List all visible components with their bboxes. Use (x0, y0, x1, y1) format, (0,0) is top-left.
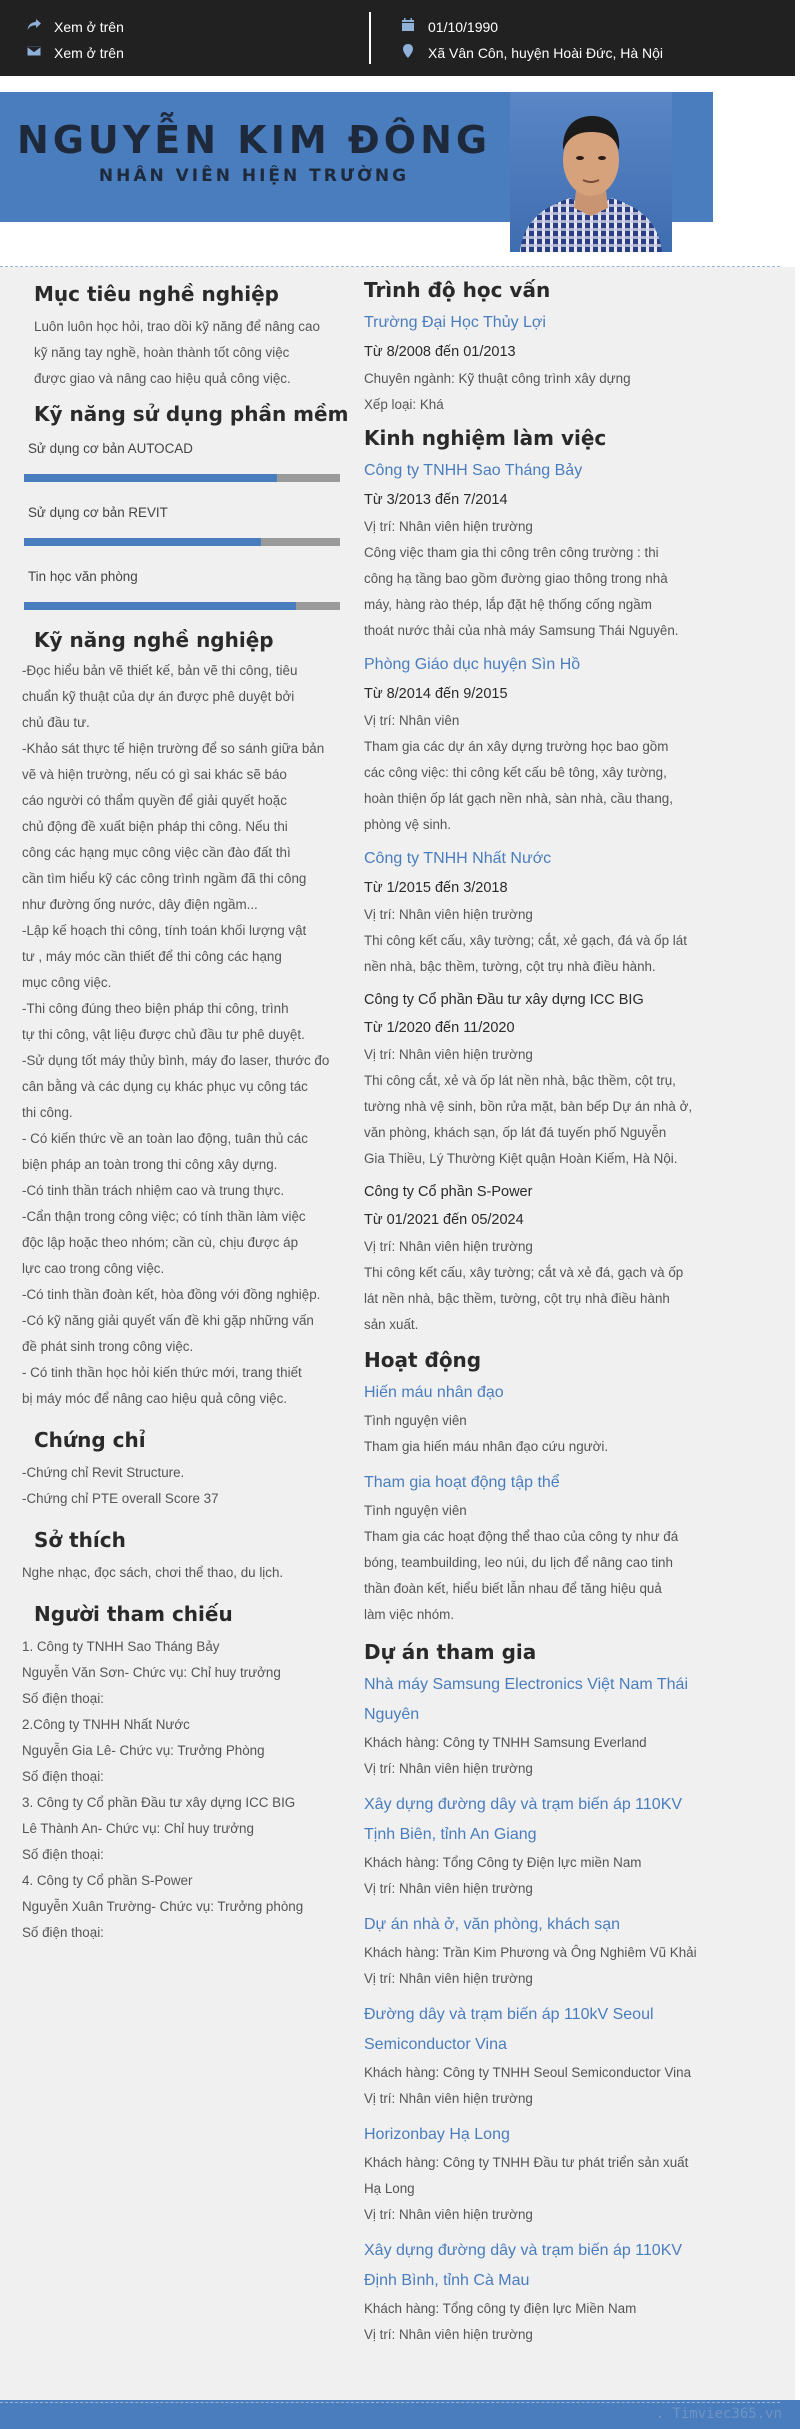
right-column (364, 276, 710, 2348)
project-item (364, 2000, 710, 2112)
objective-text: Luôn luôn học hỏi, trao dồi kỹ năng để nâng cao kỹ năng tay nghề, hoàn thành tốt công việc được giao và nâng cao hiệu quả công việc. (34, 319, 320, 386)
references-text: 1. Công ty TNHH Sao Tháng Bảy Nguyễn Văn Sơn- Chức vụ: Chỉ huy trưởng Số điện thoại: 2.Công ty TNHH Nhất Nước Nguyễn Gia Lê- Chức vụ: Trưởng Phòng Số điện thoại: 3. Công ty Cổ phần Đầu tư xây dựng ICC BIG Lê Thành An- Chức vụ: Chỉ huy trưởng Số điện thoại: 4. Công ty Cổ phần S-Power Nguyễn Xuân Trường- Chức vụ: Trưởng phòng Số điện thoại: (22, 1639, 304, 1940)
software-skill-label: Sử dụng cơ bản REVIT (28, 505, 168, 520)
software-skill-item (22, 500, 352, 546)
project-item (364, 1670, 710, 1782)
experience-company[interactable]: Công ty TNHH Nhất Nước (364, 850, 552, 867)
header-accent-strip (0, 231, 476, 253)
experience-item (364, 844, 710, 980)
birthday-text: 01/10/1990 (428, 18, 499, 35)
education-school[interactable]: Trường Đại Học Thủy Lợi (364, 314, 546, 331)
software-skill-item (22, 436, 352, 482)
experience-item (364, 1178, 710, 1338)
experience-description: Thi công kết cấu, xây tường; cắt, xẻ gạch, đá và ốp lát nền nhà, bậc thềm, tường, cột trụ nhà điều hành. (364, 933, 687, 974)
contact-facebook (26, 17, 124, 36)
project-name[interactable]: Horizonbay Hạ Long (364, 2126, 510, 2143)
project-client: Khách hàng: Công ty TNHH Seoul Semiconductor Vina (364, 2065, 692, 2080)
activity-name[interactable]: Tham gia hoạt động tập thể (364, 1474, 560, 1491)
software-skill-label: Sử dụng cơ bản AUTOCAD (28, 441, 193, 456)
address-text: Xã Vân Côn, huyện Hoài Đức, Hà Nội (428, 44, 664, 61)
skill-level-fill (24, 538, 261, 546)
project-position: Vị trí: Nhân viên hiện trường (364, 2091, 533, 2106)
project-position: Vị trí: Nhân viên hiện trường (364, 1761, 533, 1776)
certificates-text: -Chứng chỉ Revit Structure. -Chứng chỉ PTE overall Score 37 (22, 1465, 219, 1506)
education-details: Chuyên ngành: Kỹ thuật công trình xây dựng Xếp loại: Khá (364, 371, 631, 412)
hobbies-heading: Sở thích (34, 1528, 126, 1552)
experience-position: Vị trí: Nhân viên hiện trường (364, 907, 533, 922)
experience-company[interactable]: Công ty TNHH Sao Tháng Bảy (364, 462, 583, 479)
software-skill-label: Tin học văn phòng (28, 569, 138, 584)
experience-position: Vị trí: Nhân viên hiện trường (364, 1239, 533, 1254)
left-column (22, 280, 352, 1946)
experience-description: Công việc tham gia thi công trên công trường : thi công hạ tầng bao gồm đường giao thông trong nhà máy, hàng rào thép, lắp đặt hệ thống cống ngầm thoát nước thải của nhà máy Samsung Thái Nguyên. (364, 545, 679, 638)
project-position: Vị trí: Nhân viên hiện trường (364, 1971, 533, 1986)
project-position: Vị trí: Nhân viên hiện trường (364, 1881, 533, 1896)
contact-address (400, 43, 663, 62)
objective-heading: Mục tiêu nghề nghiệp (34, 282, 279, 306)
activity-role: Tình nguyện viên (364, 1503, 467, 1518)
experience-description: Tham gia các dự án xây dựng trường học bao gồm các công việc: thi công kết cấu bê tông, xây tường, hoàn thiện ốp lát gạch nền nhà, sàn nhà, cầu thang, phòng vệ sinh. (364, 739, 673, 832)
experience-list (364, 456, 710, 1338)
hobbies-text: Nghe nhạc, đọc sách, chơi thể thao, du lịch. (22, 1565, 284, 1580)
software-heading: Kỹ năng sử dụng phần mềm (34, 402, 349, 426)
experience-period: Từ 3/2013 đến 7/2014 (364, 492, 508, 508)
share-icon (26, 17, 42, 36)
activity-item (364, 1468, 710, 1628)
experience-heading: Kinh nghiệm làm việc (364, 426, 607, 450)
activity-name[interactable]: Hiến máu nhân đạo (364, 1384, 504, 1401)
project-item (364, 2120, 710, 2228)
skill-level-bar (24, 474, 340, 482)
project-item (364, 1790, 710, 1902)
watermark-text: . Timviec365.vn (655, 2406, 782, 2422)
profile-photo (510, 92, 672, 252)
skills-heading: Kỹ năng nghề nghiệp (34, 628, 274, 652)
skill-level-bar (24, 602, 340, 610)
experience-description: Thi công cắt, xẻ và ốp lát nền nhà, bậc thềm, cột trụ, tường nhà vệ sinh, bồn rửa mặt, bàn bếp Dự án nhà ở, văn phòng, khách sạn, ốp lát đá tuyến phố Nguyễn Gia Thiều, Lý Thường Kiệt quận Hoàn Kiếm, Hà Nội. (364, 1073, 693, 1166)
experience-period: Từ 1/2015 đến 3/2018 (364, 880, 508, 896)
activity-description: Tham gia hiến máu nhân đạo cứu người. (364, 1439, 609, 1454)
calendar-icon (400, 17, 416, 36)
skills-text: -Đọc hiểu bản vẽ thiết kế, bản vẽ thi công, tiêu chuẩn kỹ thuật của dự án được phê duyệt bởi chủ đầu tư. -Khảo sát thực tế hiện trường để so sánh giữa bản vẽ và hiện trường, nếu có gì sai khác sẽ báo cáo người có thẩm quyền để giải quyết hoặc chủ động đề xuất biện pháp thi công. Nếu thi công các hạng mục công việc cần đào đất thì cần tìm hiểu kỹ các công trình ngầm đã thi công như đường ống nước, dây điện ngầm... -Lập kế hoạch thi công, tính toán khối lượng vật tư , máy móc cần thiết để thi công các hạng mục công việc. -Thi công đúng theo biện pháp thi công, trình tự thi công, vật liệu được chủ đầu tư phê duyệt. -Sử dụng tốt máy thủy bình, máy đo laser, thước đo cân bằng và các dụng cụ khác phục vụ công tác thi công. - Có kiến thức về an toàn lao động, tuân thủ các biện pháp an toàn trong thi công xây dựng. -Có tinh thần trách nhiệm cao và trung thực. -Cẩn thận trong công việc; có tính thần làm việc độc lập hoặc theo nhóm; cần cù, chịu được áp lực cao trong công việc. -Có tinh thần đoàn kết, hòa đồng với đồng nghiệp. -Có kỹ năng giải quyết vấn đề khi gặp những vấn đề phát sinh trong công việc. - Có tinh thần học hỏi kiến thức mới, trang thiết bị máy móc để nâng cao hiệu quả công việc. (22, 663, 330, 1406)
experience-description: Thi công kết cấu, xây tường; cắt và xẻ đá, gạch và ốp lát nền nhà, bậc thềm, tường, cột trụ nhà điều hành sản xuất. (364, 1265, 684, 1332)
project-client: Khách hàng: Công ty TNHH Samsung Everland (364, 1735, 647, 1750)
education-period: Từ 8/2008 đến 01/2013 (364, 344, 516, 360)
skill-level-fill (24, 602, 296, 610)
certificates-heading: Chứng chỉ (34, 1428, 146, 1452)
candidate-name: NGUYỄN KIM ĐÔNG (16, 118, 492, 162)
experience-company: Công ty Cổ phần S-Power (364, 1184, 533, 1200)
project-client: Khách hàng: Công ty TNHH Đầu tư phát triển sản xuất Hạ Long (364, 2155, 689, 2196)
facebook-label: Xem ở trên (54, 18, 124, 35)
experience-company: Công ty Cổ phần Đầu tư xây dựng ICC BIG (364, 992, 644, 1008)
envelope-icon (26, 43, 42, 62)
experience-company[interactable]: Phòng Giáo dục huyện Sìn Hồ (364, 656, 581, 673)
project-position: Vị trí: Nhân viên hiện trường (364, 2327, 533, 2342)
experience-position: Vị trí: Nhân viên (364, 713, 460, 728)
experience-position: Vị trí: Nhân viên hiện trường (364, 519, 533, 534)
email-label: Xem ở trên (54, 44, 124, 61)
project-position: Vị trí: Nhân viên hiện trường (364, 2207, 533, 2222)
candidate-title: NHÂN VIÊN HIỆN TRƯỜNG (98, 166, 410, 186)
contact-birthday (400, 17, 498, 36)
experience-item (364, 650, 710, 838)
project-client: Khách hàng: Tổng công ty điện lực Miền Nam (364, 2301, 637, 2316)
experience-item (364, 456, 710, 644)
education-heading: Trình độ học vấn (364, 278, 551, 302)
project-name[interactable]: Xây dựng đường dây và trạm biến áp 110KV Định Bình, tỉnh Cà Mau (364, 2242, 683, 2289)
project-name[interactable]: Dự án nhà ở, văn phòng, khách sạn (364, 1916, 621, 1933)
projects-heading: Dự án tham gia (364, 1640, 537, 1664)
project-item (364, 1910, 710, 1992)
software-skill-item (22, 564, 352, 610)
skill-level-bar (24, 538, 340, 546)
project-client: Khách hàng: Trần Kim Phương và Ông Nghiêm Vũ Khải (364, 1945, 697, 1960)
contact-divider (369, 12, 371, 64)
experience-item (364, 986, 710, 1172)
projects-list (364, 1670, 710, 2348)
project-name[interactable]: Xây dựng đường dây và trạm biến áp 110KV Tịnh Biên, tỉnh An Giang (364, 1796, 683, 1843)
contact-email (26, 43, 124, 62)
software-skill-list (22, 436, 352, 610)
project-item (364, 2236, 710, 2348)
contact-bar (0, 0, 795, 76)
activity-description: Tham gia các hoạt động thể thao của công ty như đá bóng, teambuilding, leo núi, du lịch để nâng cao tinh thần đoàn kết, hiểu biết lẫn nhau để tăng hiệu quả làm việc nhóm. (364, 1529, 679, 1622)
skill-level-fill (24, 474, 277, 482)
footer-divider (0, 2402, 780, 2403)
references-heading: Người tham chiếu (34, 1602, 233, 1626)
activity-item (364, 1378, 710, 1460)
project-name[interactable]: Nhà máy Samsung Electronics Việt Nam Thái Nguyên (364, 1676, 688, 1723)
activities-list (364, 1378, 710, 1628)
activities-heading: Hoạt động (364, 1348, 482, 1372)
map-marker-icon (400, 43, 416, 62)
project-name[interactable]: Đường dây và trạm biến áp 110kV Seoul Semiconductor Vina (364, 2006, 654, 2053)
experience-period: Từ 01/2021 đến 05/2024 (364, 1212, 524, 1228)
experience-position: Vị trí: Nhân viên hiện trường (364, 1047, 533, 1062)
experience-period: Từ 8/2014 đến 9/2015 (364, 686, 508, 702)
experience-period: Từ 1/2020 đến 11/2020 (364, 1020, 515, 1036)
project-client: Khách hàng: Tổng Công ty Điện lực miền Nam (364, 1855, 642, 1870)
activity-role: Tình nguyện viên (364, 1413, 467, 1428)
